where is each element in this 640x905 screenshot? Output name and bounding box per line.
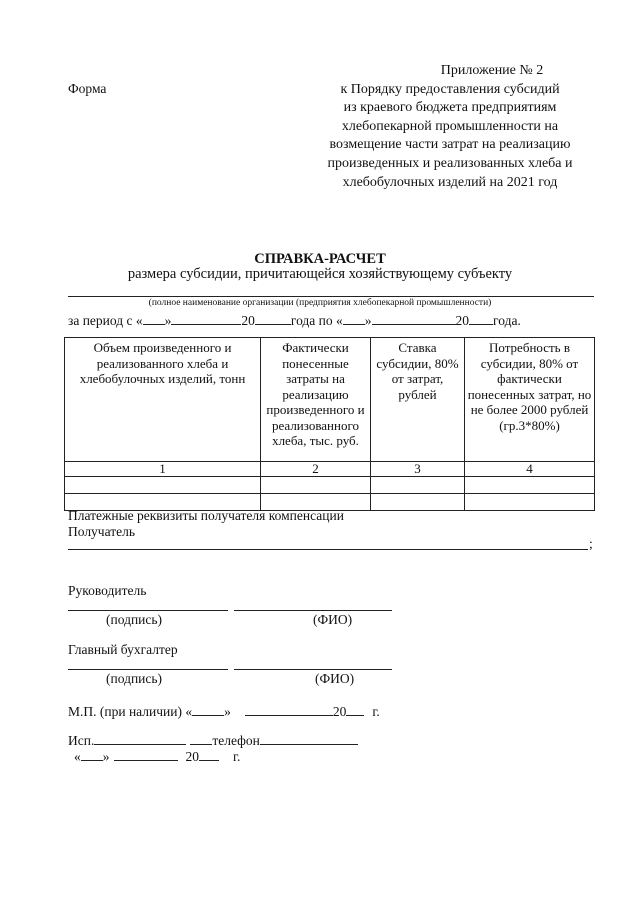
executor-line bbox=[68, 732, 358, 749]
table-header-cell: Фактически понесенные затраты на реализацию произведенного и реализованного хлеба, тыс. руб. bbox=[261, 338, 371, 462]
document-title: СПРАВКА-РАСЧЕТ bbox=[254, 251, 386, 267]
period-end-year-field[interactable] bbox=[469, 312, 493, 325]
stamp-day-field[interactable] bbox=[192, 703, 224, 716]
executor-name-field[interactable] bbox=[94, 732, 186, 745]
stamp-suffix: г. bbox=[372, 704, 380, 719]
stamp-month-field[interactable] bbox=[245, 703, 333, 716]
head-label: Руководитель bbox=[68, 583, 147, 598]
recipient-field[interactable] bbox=[68, 549, 588, 550]
accountant-sign-hint: (подпись) bbox=[106, 671, 163, 686]
table-cell[interactable] bbox=[65, 477, 261, 494]
period-mid3: » bbox=[364, 313, 372, 328]
accountant-label: Главный бухгалтер bbox=[68, 642, 178, 657]
recipient-end-mark: ; bbox=[589, 536, 593, 551]
table-row bbox=[65, 477, 595, 494]
table-cell[interactable] bbox=[465, 494, 595, 511]
table-cell[interactable] bbox=[465, 477, 595, 494]
appendix-line: возмещение части затрат на реализацию bbox=[329, 137, 571, 153]
accountant-signature-field[interactable] bbox=[68, 669, 228, 670]
executor-extra-field[interactable] bbox=[190, 732, 212, 745]
executor-year-field[interactable] bbox=[199, 748, 219, 761]
period-mid2: года по « bbox=[290, 313, 343, 328]
executor-date-close: » bbox=[102, 749, 110, 764]
stamp-year-field[interactable] bbox=[346, 703, 364, 716]
period-end-day-field[interactable] bbox=[343, 312, 365, 325]
period-line bbox=[68, 312, 521, 329]
executor-phone-label: телефон bbox=[212, 733, 260, 748]
head-sign-hint: (подпись) bbox=[106, 612, 163, 627]
stamp-line bbox=[68, 703, 380, 720]
table-header-cell: Потребность в субсидии, 80% от фактически понесенных затрат, но не более 2000 рублей (гр.3*80%) bbox=[465, 338, 595, 462]
document-subtitle: размера субсидии, причитающейся хозяйствующему субъекту bbox=[127, 266, 513, 282]
org-name-hint: (полное наименование организации (предприятия хлебопекарной промышленности) bbox=[148, 298, 492, 308]
executor-label: Исп. bbox=[68, 733, 95, 748]
appendix-line: Приложение № 2 bbox=[440, 63, 544, 78]
table-header-cell: Объем произведенного и реализованного хлеба и хлебобулочных изделий, тонн bbox=[65, 338, 261, 462]
appendix-line: из краевого бюджета предприятиям bbox=[343, 100, 557, 116]
executor-date-line bbox=[74, 748, 240, 765]
executor-day-field[interactable] bbox=[81, 748, 103, 761]
appendix-line: хлебобулочных изделий на 2021 год bbox=[342, 174, 558, 190]
payment-requisites-label: Платежные реквизиты получателя компенсации bbox=[68, 508, 344, 523]
column-number: 1 bbox=[65, 462, 261, 477]
period-mid1: » bbox=[164, 313, 172, 328]
form-label: Форма bbox=[68, 81, 107, 96]
period-year1: 20 bbox=[241, 313, 255, 328]
executor-year: 20 bbox=[185, 749, 199, 764]
table-header-row bbox=[65, 338, 595, 462]
period-start-month-field[interactable] bbox=[171, 312, 241, 325]
recipient-label: Получатель bbox=[68, 524, 136, 539]
period-suffix: года. bbox=[493, 313, 521, 328]
column-number: 2 bbox=[261, 462, 371, 477]
stamp-prefix: М.П. (при наличии) « bbox=[68, 704, 193, 719]
appendix-line: к Порядку предоставления субсидий bbox=[340, 81, 560, 97]
period-start-day-field[interactable] bbox=[143, 312, 165, 325]
table-number-row bbox=[65, 462, 595, 477]
appendix-line: произведенных и реализованных хлеба и bbox=[327, 155, 573, 171]
accountant-fio-hint: (ФИО) bbox=[315, 671, 355, 686]
appendix-line: хлебопекарной промышленности на bbox=[341, 118, 559, 134]
head-fio-field[interactable] bbox=[234, 610, 392, 611]
table-cell[interactable] bbox=[371, 477, 465, 494]
period-end-month-field[interactable] bbox=[372, 312, 456, 325]
calculation-table bbox=[64, 337, 595, 511]
table-header-cell: Ставка субсидии, 80% от затрат, рублей bbox=[371, 338, 465, 462]
head-fio-hint: (ФИО) bbox=[313, 612, 353, 627]
column-number: 3 bbox=[371, 462, 465, 477]
org-name-line[interactable] bbox=[68, 296, 594, 297]
stamp-year: 20 bbox=[332, 704, 347, 719]
head-signature-field[interactable] bbox=[68, 610, 228, 611]
column-number: 4 bbox=[465, 462, 595, 477]
table-cell[interactable] bbox=[261, 477, 371, 494]
period-year2: 20 bbox=[455, 313, 470, 328]
appendix-block bbox=[300, 62, 600, 192]
table-cell[interactable] bbox=[371, 494, 465, 511]
executor-suffix: г. bbox=[233, 749, 241, 764]
accountant-fio-field[interactable] bbox=[234, 669, 392, 670]
period-start-year-field[interactable] bbox=[255, 312, 291, 325]
executor-month-field[interactable] bbox=[114, 748, 178, 761]
executor-date-open: « bbox=[74, 749, 81, 764]
period-prefix: за период с « bbox=[68, 313, 143, 328]
executor-phone-field[interactable] bbox=[260, 732, 358, 745]
stamp-mid: » bbox=[224, 704, 231, 719]
